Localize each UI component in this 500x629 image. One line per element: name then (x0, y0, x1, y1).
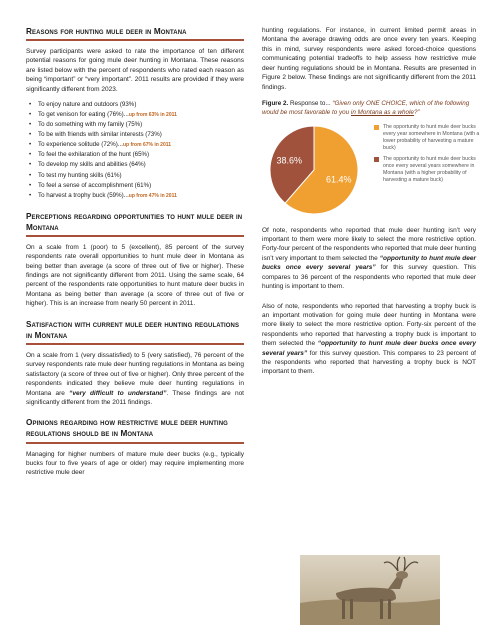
reason-text: To feel a sense of accomplishment (61%) (38, 181, 152, 189)
reasons-list (26, 100, 244, 200)
reason-text: To get venison for eating (76%)... (38, 111, 129, 119)
trophy-paragraph: Also of note, respondents who reported that harvesting a trophy buck is an important motivation for going mule deer hunting in Montana were more likely to select the more restrictive option. Forty-six percent of the respondents who reported that harvesting a trophy buck is important to them selected the “opportunity to hunt mule deer bucks once every several years” for this survey question. This compares to 23 percent of the respondents who reported that harvesting a trophy buck is NOT important to them. (262, 302, 476, 376)
legend-label: The opportunity to hunt mule deer bucks every year somewhere in Montana (with a lower probability of harvesting a mature buck) (383, 123, 480, 151)
left-column (26, 26, 244, 484)
legend-swatch (374, 157, 379, 162)
reason-text: To do something with my family (75%) (38, 121, 143, 129)
reason-item (38, 171, 244, 181)
reason-text: To develop my skills and abilities (64%) (38, 161, 146, 169)
right-column (262, 26, 480, 383)
reason-text: To experience solitude (72%)... (38, 141, 123, 149)
importance-paragraph: Of note, respondents who reported that mule deer hunting isn’t very important to them were more likely to select the more restrictive option. Forty-four percent of the respondents who reported that mule deer hunting isn’t very important to them selected the “opportunity to hunt mule deer bucks once every several years” for this survey question. This compares to 36 percent of the respondents who reported that mule deer hunting is important to them. (262, 226, 476, 291)
reason-item (38, 100, 244, 110)
reason-change-note: up from 63% in 2011 (128, 112, 177, 119)
reason-text: To feel the exhilaration of the hunt (65%) (38, 151, 150, 159)
heading-reasons: Reasons for hunting mule deer in Montana (26, 26, 244, 41)
reason-item (38, 110, 244, 120)
reasons-intro: Survey participants were asked to rate the importance of ten different potential reasons for going mule deer hunting in Montana. These reasons are listed below with the percent of respondents who rated each reason as being “important” or “very important”. 2011 results are provided if they were significantly different from 2023. (26, 48, 244, 93)
legend-swatch (374, 125, 379, 130)
reason-item (38, 140, 244, 150)
heading-perceptions: Perceptions regarding opportunities to hunt mule deer in Montana (26, 211, 244, 237)
pie-data-label: 61.4% (325, 173, 352, 184)
pie-chart (262, 122, 368, 218)
perceptions-paragraph: On a scale from 1 (poor) to 5 (excellent), 85 percent of the survey respondents rate overall opportunities to hunt mule deer in Montana as being better than average (a score of three out of five or higher). These findings are not significantly different from 2011. Using the same scale, 64 percent of the respondents rate opportunities to hunt mature deer bucks in Montana as being better than average (a score of three out of five or higher). This is an increase from nearly 50 percent in 2011. (26, 243, 244, 308)
reason-item (38, 160, 244, 170)
legend-item (374, 124, 480, 152)
reason-item (38, 181, 244, 191)
pie-data-label: 38.6% (276, 155, 303, 166)
reason-item (38, 150, 244, 160)
figure-2 (262, 122, 480, 220)
reason-change-note: up from 67% in 2011 (122, 142, 172, 149)
heading-satisfaction: Satisfaction with current mule deer hunting regulations in Montana (26, 319, 244, 345)
opinions-paragraph: Managing for higher numbers of mature mule deer bucks (e.g., typically bucks four to five years of age or older) may require implementing more restrictive mule deer (26, 450, 244, 477)
reason-text: To test my hunting skills (61%) (38, 171, 122, 179)
regulations-paragraph: hunting regulations. For instance, in current limited permit areas in Montana the average drawing odds are once every ten years. Keeping this in mind, survey respondents were asked forced-choice questions communicating potential tradeoffs to help assess how restrictive mule deer hunting regulations should be in Montana. Results are presented in Figure 2 below. These findings are not significantly different from the 2011 findings. (262, 27, 476, 91)
reason-text: To harvest a trophy buck (59%)... (38, 191, 129, 199)
satisfaction-paragraph: On a scale from 1 (very dissatisfied) to 5 (very satisfied), 76 percent of the survey respondents rate mule deer hunting regulations in Montana as being satisfactory (a score of three out of five or higher). Only three percent of the respondents indicated they believe mule deer hunting regulations in Montana are “very difficult to understand”. These findings are not significantly different from the 2011 findings. (26, 351, 244, 406)
reason-item (38, 130, 244, 140)
reason-text: To be with friends with similar interests (73%) (38, 131, 162, 139)
reason-item (38, 191, 244, 201)
reason-change-note: up from 47% in 2011 (128, 192, 177, 199)
heading-opinions: Opinions regarding how restrictive mule deer hunting regulations should be in Montana (26, 417, 244, 443)
reason-item (38, 120, 244, 130)
legend-label: The opportunity to hunt mule deer bucks once every several years somewhere in Montana (with a higher probability of harvesting a mature buck) (383, 155, 476, 183)
legend-item (374, 156, 480, 184)
figure-caption: Figure 2. Response to... “Given only ONE CHOICE, which of the following would be most favorable to you in Montana as a whole?” (262, 99, 470, 116)
reason-text: To enjoy nature and outdoors (93%) (38, 101, 137, 109)
chart-legend (374, 124, 480, 188)
mule-deer-photo (300, 555, 440, 625)
